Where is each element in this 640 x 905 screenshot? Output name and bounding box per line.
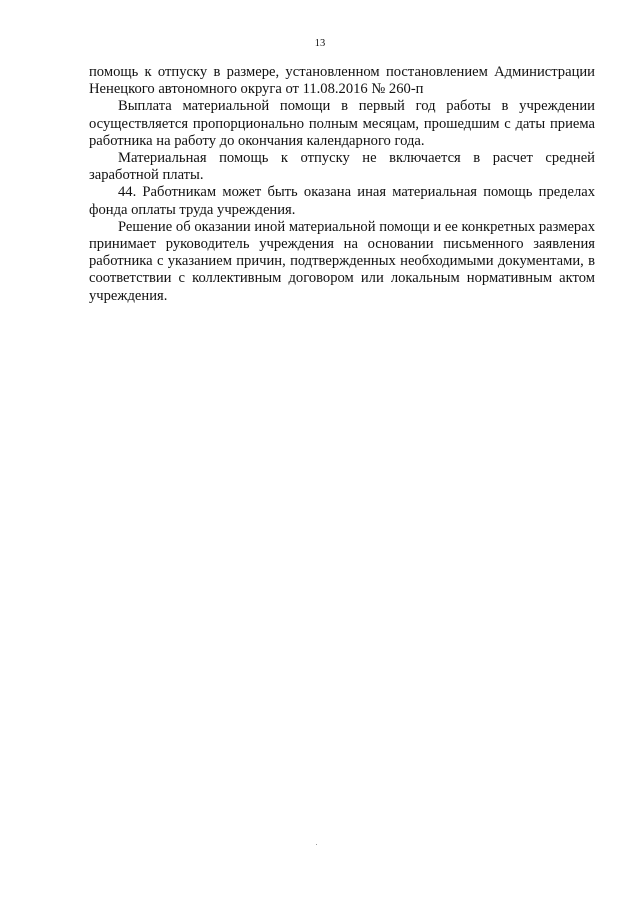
paragraph-decision-on-aid: Решение об оказании иной материальной помощи и ее конкретных размерах принимает руководитель учреждения на основании письменного заявления работника с указанием причин, подтвержденных необходимыми документами, в соответствии с коллективным договором или локальным нормативным актом учреждения. (89, 218, 595, 304)
paragraph-first-year-payment: Выплата материальной помощи в первый год работы в учреждении осуществляется пропорционально полным месяцам, прошедшим с даты приема работника на работу до окончания календарного года. (89, 98, 595, 149)
page-number: 13 (314, 38, 326, 49)
paragraph-average-salary-exclusion: Материальная помощь к отпуску не включается в расчет средней заработной платы. (89, 150, 595, 184)
paragraph-item-44: 44. Работникам может быть оказана иная материальная помощь пределах фонда оплаты труда учреждения. (89, 184, 595, 218)
document-body (89, 64, 595, 305)
scan-speck (316, 844, 317, 845)
paragraph-vacation-aid-continuation: помощь к отпуску в размере, установленном постановлением Администрации Ненецкого автономного округа от 11.08.2016 № 260-п (89, 64, 595, 98)
